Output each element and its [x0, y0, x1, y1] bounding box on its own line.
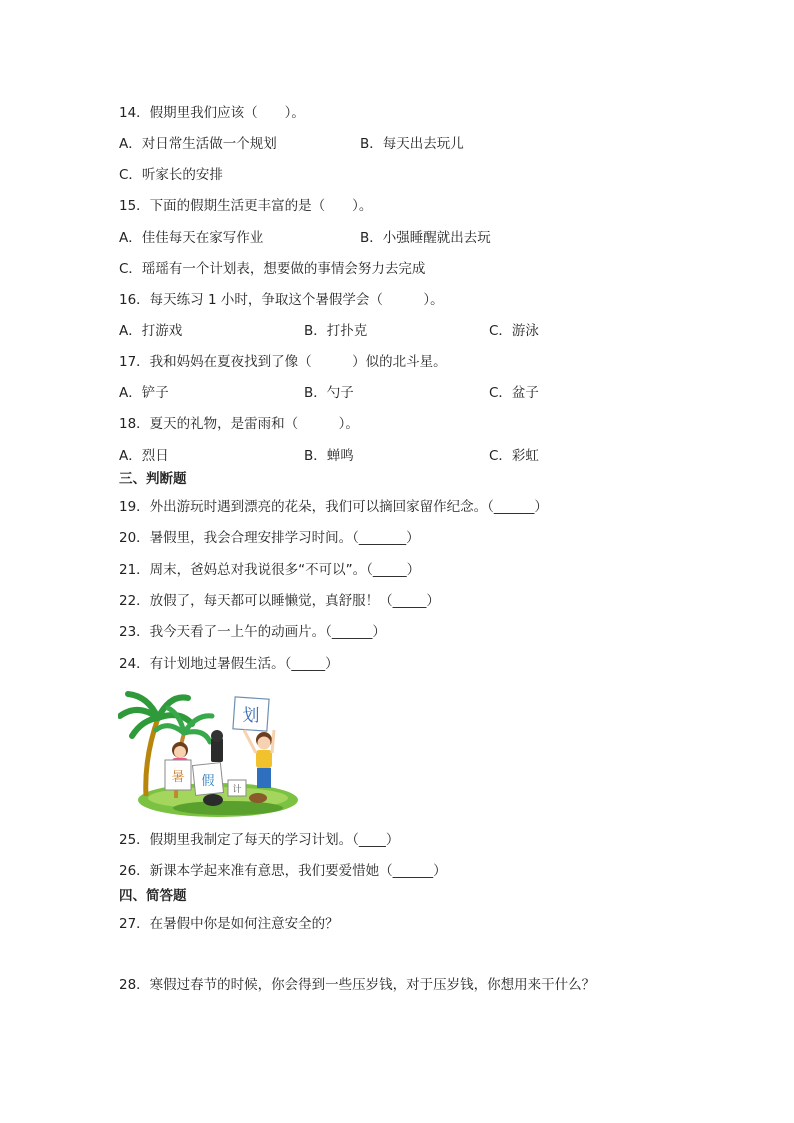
question-14-stem: 14．假期里我们应该（ ）。	[119, 105, 305, 121]
question-22: 22．放假了，每天都可以睡懒觉，真舒服！（_____）	[119, 593, 440, 609]
question-24: 24．有计划地过暑假生活。（_____）	[119, 656, 339, 672]
sign-jia-label: 假	[201, 774, 215, 789]
section-4-heading: 四、简答题	[119, 888, 187, 904]
question-18-stem: 18．夏天的礼物，是雷雨和（ ）。	[119, 416, 359, 432]
question-17-option-c: C．盆子	[489, 385, 539, 401]
question-14-option-a: A．对日常生活做一个规划	[119, 136, 277, 152]
question-26: 26．新课本学起来准有意思，我们要爱惜她（______）	[119, 863, 447, 879]
question-16-stem: 16．每天练习 1 小时，争取这个暑假学会（ ）。	[119, 292, 444, 308]
girl-face	[174, 746, 186, 758]
question-15-option-c: C．瑶瑶有一个计划表，想要做的事情会努力去完成	[119, 261, 426, 277]
question-15-option-b: B．小强睡醒就出去玩	[360, 230, 491, 246]
question-18-option-a: A．烈日	[119, 448, 169, 464]
question-17-option-a: A．铲子	[119, 385, 169, 401]
question-25: 25．假期里我制定了每天的学习计划。（____）	[119, 832, 400, 848]
sign-ji-label: 计	[232, 785, 242, 795]
question-14-option-c: C．听家长的安排	[119, 167, 223, 183]
question-17-stem: 17．我和妈妈在夏夜找到了像（ ）似的北斗星。	[119, 354, 447, 370]
question-19: 19．外出游玩时遇到漂亮的花朵，我们可以摘回家留作纪念。（______）	[119, 499, 548, 515]
question-21: 21．周末，爸妈总对我说很多“不可以”。（_____）	[119, 562, 421, 578]
section-3-heading: 三、判断题	[119, 471, 187, 487]
sign-hua-label: 划	[242, 706, 260, 726]
boy-face	[258, 737, 271, 750]
question-18-option-b: B．蝉鸣	[304, 448, 354, 464]
question-14-option-b: B．每天出去玩儿	[360, 136, 464, 152]
sign-shu-label: 暑	[171, 770, 185, 785]
question-16-option-a: A．打游戏	[119, 323, 183, 339]
summer-plan-illustration	[118, 688, 298, 818]
puppy	[249, 793, 267, 803]
question-28: 28．寒假过春节的时候，你会得到一些压岁钱，对于压岁钱，你想用来干什么？	[119, 977, 596, 993]
boy-pants	[257, 768, 271, 788]
boy-shirt	[256, 750, 272, 768]
question-18-option-c: C．彩虹	[489, 448, 539, 464]
question-23: 23．我今天看了一上午的动画片。（______）	[119, 624, 386, 640]
question-20: 20．暑假里，我会合理安排学习时间。（_______）	[119, 530, 420, 546]
question-16-option-c: C．游泳	[489, 323, 539, 339]
question-15-stem: 15．下面的假期生活更丰富的是（ ）。	[119, 198, 373, 214]
dog	[203, 794, 223, 806]
question-27: 27．在暑假中你是如何注意安全的？	[119, 916, 339, 932]
question-15-option-a: A．佳佳每天在家写作业	[119, 230, 264, 246]
question-17-option-b: B．勺子	[304, 385, 354, 401]
question-16-option-b: B．打扑克	[304, 323, 368, 339]
